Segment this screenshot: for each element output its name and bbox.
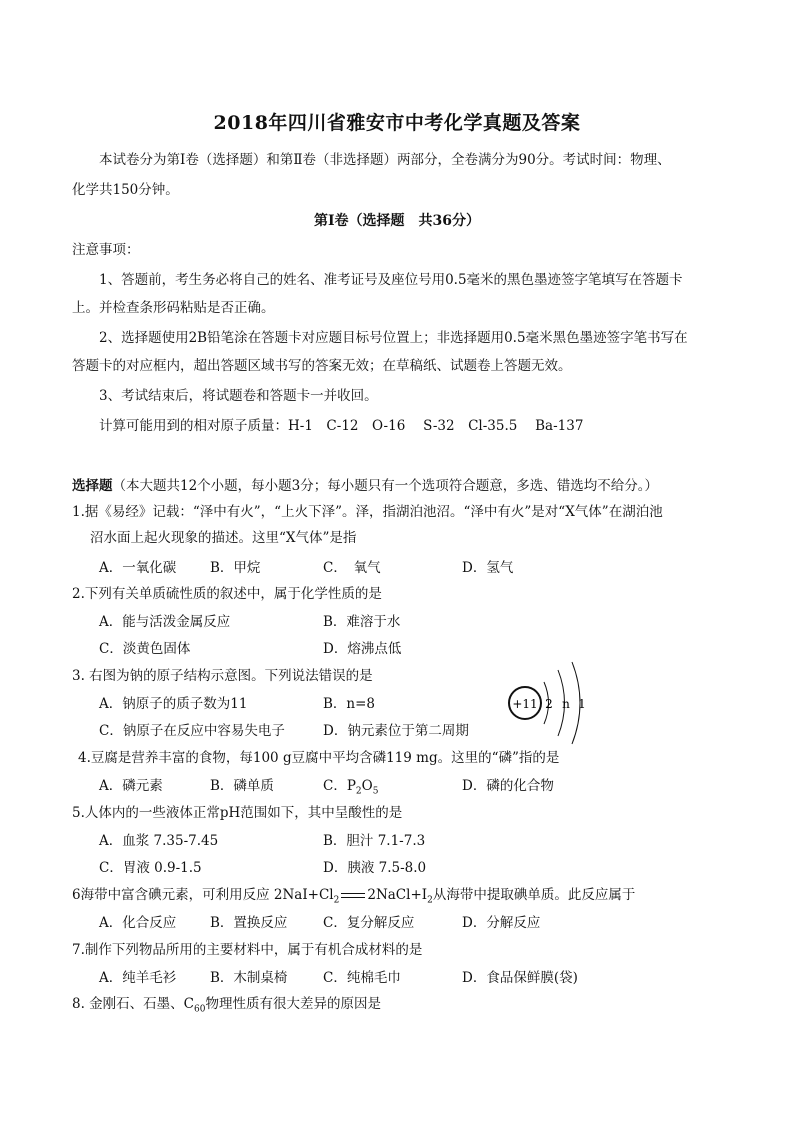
q1-option-d: D．氢气	[462, 560, 514, 576]
notes-heading: 注意事项：	[72, 242, 140, 258]
question-1-line-1: 1.据《易经》记载：“泽中有火”，“上火下泽”。泽，指湖泊池沼。“泽中有火”是对“X气体”在湖泊池	[72, 504, 663, 520]
note-1b: 上。并检查条形码粘贴是否正确。	[72, 300, 275, 316]
choice-header-bold: 选择题	[72, 478, 113, 494]
q7-option-d: D．食品保鲜膜(袋)	[462, 970, 578, 986]
atomic-masses: 计算可能用到的相对原子质量：H-1 C-12 O-16 S-32 Cl-35.5 Ba-137	[99, 418, 584, 434]
q6-option-b: B．置换反应	[210, 915, 288, 931]
q7-option-c: C．纯棉毛巾	[323, 970, 401, 986]
q2-option-d: D．熔沸点低	[323, 641, 402, 657]
q2-option-b: B．难溶于水	[323, 614, 401, 630]
note-2a: 2、选择题使用2B铅笔涂在答题卡对应题目标号位置上；非选择题用0.5毫米黑色墨迹签字笔书写在	[99, 330, 688, 346]
q4-option-c: C．$P_2O_5$	[323, 778, 379, 797]
q6-option-d: D．分解反应	[462, 915, 541, 931]
q3-option-d: D．钠元素位于第二周期	[323, 723, 469, 739]
q3-option-b: B．n=8	[323, 696, 376, 712]
note-3: 3、考试结束后，将试题卷和答题卡一并收回。	[99, 388, 378, 404]
q2-option-a: A．能与活泼金属反应	[99, 614, 231, 630]
choice-header	[72, 476, 658, 496]
shell-2-electrons: n	[562, 697, 570, 711]
shell-3-electrons: 1	[578, 697, 586, 711]
q6-suffix: 从海带中提取碘单质。此反应属于	[432, 887, 636, 903]
question-6: 6海带中富含碘元素，可利用反应 $2NaI+Cl_2$ $2NaCl+I_2$从海带中提取碘单质。此反应属于	[72, 887, 636, 906]
note-2b: 答题卡的对应框内，超出答题区域书写的答案无效；在草稿纸、试题卷上答题无效。	[72, 358, 572, 374]
q1-option-c: C． 氧气	[323, 560, 381, 576]
q6-option-a: A．化合反应	[99, 915, 177, 931]
q8-suffix: 物理性质有很大差异的原因是	[205, 996, 381, 1012]
question-4: 4.豆腐是营养丰富的食物，每100 g豆腐中平均含磷119 mg。这里的“磷”指的是	[78, 750, 560, 766]
sodium-atom-diagram	[508, 652, 598, 752]
q4-option-b: B．磷单质	[210, 778, 274, 794]
q2-option-c: C．淡黄色固体	[99, 641, 191, 657]
question-5: 5.人体内的一些液体正常pH范围如下，其中呈酸性的是	[72, 805, 403, 821]
shell-1-electrons: 2	[545, 697, 553, 711]
question-3: 3. 右图为钠的原子结构示意图。下列说法错误的是	[72, 668, 373, 684]
q6-mid: 2NaCl+I	[367, 887, 428, 903]
q8-prefix: 8. 金刚石、石墨、C	[72, 996, 195, 1012]
q4-option-a: A．磷元素	[99, 778, 163, 794]
q3-option-a: A．钠原子的质子数为11	[99, 696, 248, 712]
q6-equals-sign	[341, 893, 365, 898]
question-7: 7.制作下列物品所用的主要材料中，属于有机合成材料的是	[72, 942, 423, 958]
q3-option-c: C．钠原子在反应中容易失电子	[99, 723, 285, 739]
q7-option-b: B．木制桌椅	[210, 970, 288, 986]
question-1-line-2: 沼水面上起火现象的描述。这里“X气体”是指	[90, 530, 357, 546]
question-8: 8. 金刚石、石墨、$C_{60}$物理性质有很大差异的原因是	[72, 996, 381, 1015]
choice-header-rest: （本大题共12个小题，每小题3分；每小题只有一个选项符合题意，多选、错选均不给分。）	[112, 478, 659, 494]
q4-option-d: D．磷的化合物	[462, 778, 554, 794]
section-title: 第Ⅰ卷（选择题 共36分）	[313, 213, 481, 229]
q5-option-a: A．血浆 7.35-7.45	[99, 833, 219, 849]
q5-option-b: B．胆汁 7.1-7.3	[323, 833, 426, 849]
q1-option-b: B．甲烷	[210, 560, 261, 576]
note-1a: 1、答题前，考生务必将自己的姓名、准考证号及座位号用0.5毫米的黑色墨迹签字笔填写在答题卡	[99, 272, 683, 288]
question-2: 2.下列有关单质硫性质的叙述中，属于化学性质的是	[72, 586, 382, 602]
nucleus-charge: +11	[512, 697, 538, 711]
q5-option-c: C．胃液 0.9-1.5	[99, 860, 202, 876]
q7-option-a: A．纯羊毛衫	[99, 970, 177, 986]
q6-option-c: C．复分解反应	[323, 915, 415, 931]
intro-line-1: 本试卷分为第Ⅰ卷（选择题）和第Ⅱ卷（非选择题）两部分，全卷满分为90分。考试时间：物理、	[99, 152, 671, 168]
q6-prefix: 6海带中富含碘元素，可利用反应 2NaI+Cl	[72, 887, 334, 903]
intro-line-2: 化学共150分钟。	[72, 182, 179, 198]
q1-option-a: A．一氧化碳	[99, 560, 177, 576]
page-title: 2018年四川省雅安市中考化学真题及答案	[213, 112, 581, 134]
q5-option-d: D．胰液 7.5-8.0	[323, 860, 427, 876]
